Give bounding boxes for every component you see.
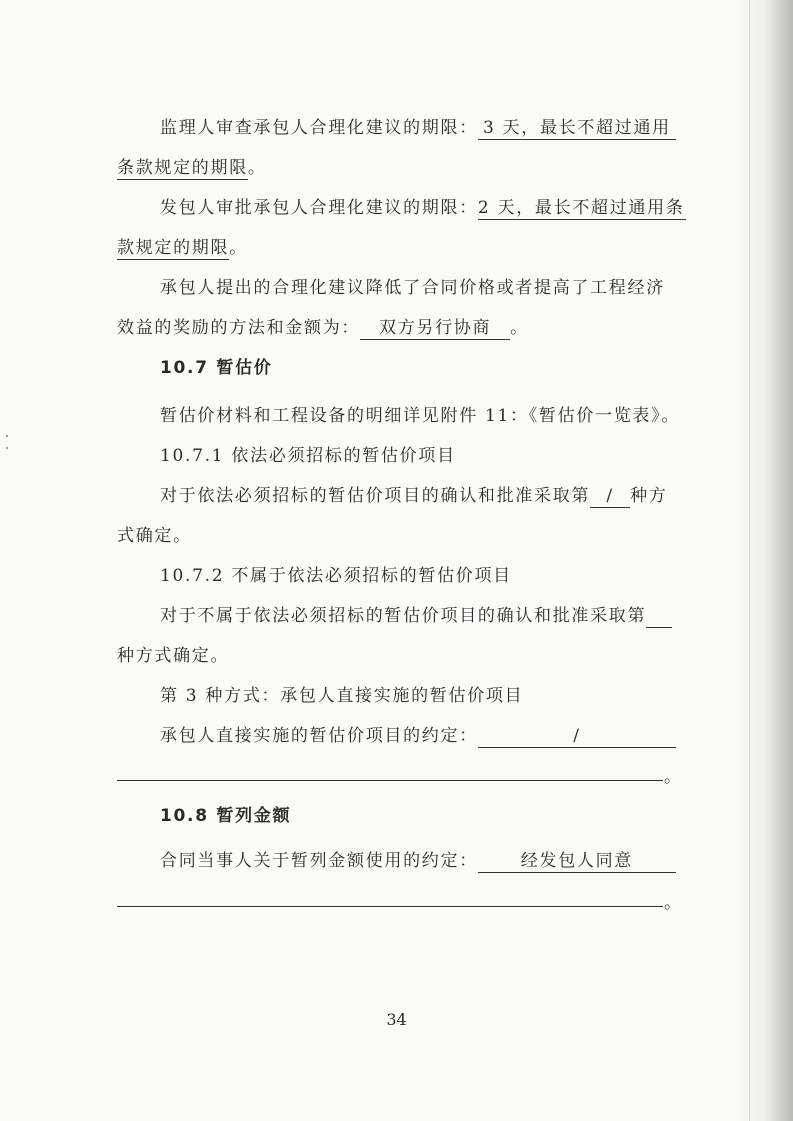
- p9-blank-rule: [117, 906, 663, 907]
- p3-fill: 双方另行协商: [360, 317, 510, 340]
- section-title: 暂估价: [216, 358, 273, 378]
- p1-fill-1: 3 天，最长不超过通用: [478, 117, 676, 140]
- p1-fill-2: 条款规定的期限: [117, 158, 248, 178]
- p3-text: 效益的奖励的方法和金额为：: [117, 318, 361, 338]
- p2-text: 发包人审批承包人合理化建议的期限：: [160, 198, 478, 218]
- p7: 第 3 种方式：承包人直接实施的暂估价项目: [160, 686, 524, 706]
- p6-blank: [646, 605, 672, 628]
- p9-fill: 经发包人同意: [478, 850, 676, 873]
- p5-tail: 种方: [630, 486, 668, 506]
- section-10-8-heading: [160, 805, 291, 827]
- scan-edge-shadow: [733, 0, 793, 1121]
- p5-fill: /: [590, 485, 630, 508]
- section-number: 10.7: [160, 358, 209, 378]
- p6-line1: [160, 605, 672, 628]
- scan-mark: [6, 435, 8, 437]
- p2-fill-2: 款规定的期限: [117, 238, 230, 258]
- p2-fill-1: 2 天，最长不超过通用条: [477, 198, 685, 218]
- p1-line2: [117, 157, 267, 180]
- scan-edge-line: [749, 0, 750, 1121]
- p3-tail: 。: [510, 318, 529, 338]
- p8-blank-rule: [117, 780, 663, 781]
- p2-line1: [160, 197, 686, 220]
- p9-text: 合同当事人关于暂列金额使用的约定：: [160, 851, 478, 871]
- p8-tail: 。: [664, 767, 683, 787]
- scan-mark: [6, 447, 8, 449]
- p9-line1: [160, 850, 676, 873]
- p1-text: 监理人审查承包人合理化建议的期限：: [160, 118, 478, 138]
- p6-text: 对于不属于依法必须招标的暂估价项目的确认和批准采取第: [160, 606, 647, 626]
- subsection-10-7-2: 10.7.2 不属于依法必须招标的暂估价项目: [160, 566, 512, 586]
- p2-tail: 。: [229, 238, 248, 258]
- p8-line1: [160, 725, 676, 748]
- section-title: 暂列金额: [216, 806, 292, 826]
- p5-text: 对于依法必须招标的暂估价项目的确认和批准采取第: [160, 486, 591, 506]
- subsection-10-7-1: 10.7.1 依法必须招标的暂估价项目: [160, 446, 456, 466]
- page-number: 34: [386, 1010, 407, 1029]
- p1-line1: [160, 117, 676, 140]
- p6-line2: 种方式确定。: [117, 646, 230, 666]
- p4: 暂估价材料和工程设备的明细详见附件 11：《暂估价一览表》。: [160, 406, 681, 426]
- p5-line2: 式确定。: [117, 526, 192, 546]
- p2-line2: [117, 237, 248, 260]
- p5-line1: [160, 485, 668, 508]
- p3-line2: [117, 317, 529, 340]
- section-number: 10.8: [160, 806, 209, 826]
- p9-tail: 。: [664, 893, 683, 913]
- section-10-7-heading: [160, 357, 272, 379]
- p8-text: 承包人直接实施的暂估价项目的约定：: [160, 726, 478, 746]
- p8-fill: /: [478, 725, 676, 748]
- p3-line1: 承包人提出的合理化建议降低了合同价格或者提高了工程经济: [160, 278, 665, 298]
- p1-tail: 。: [247, 158, 267, 178]
